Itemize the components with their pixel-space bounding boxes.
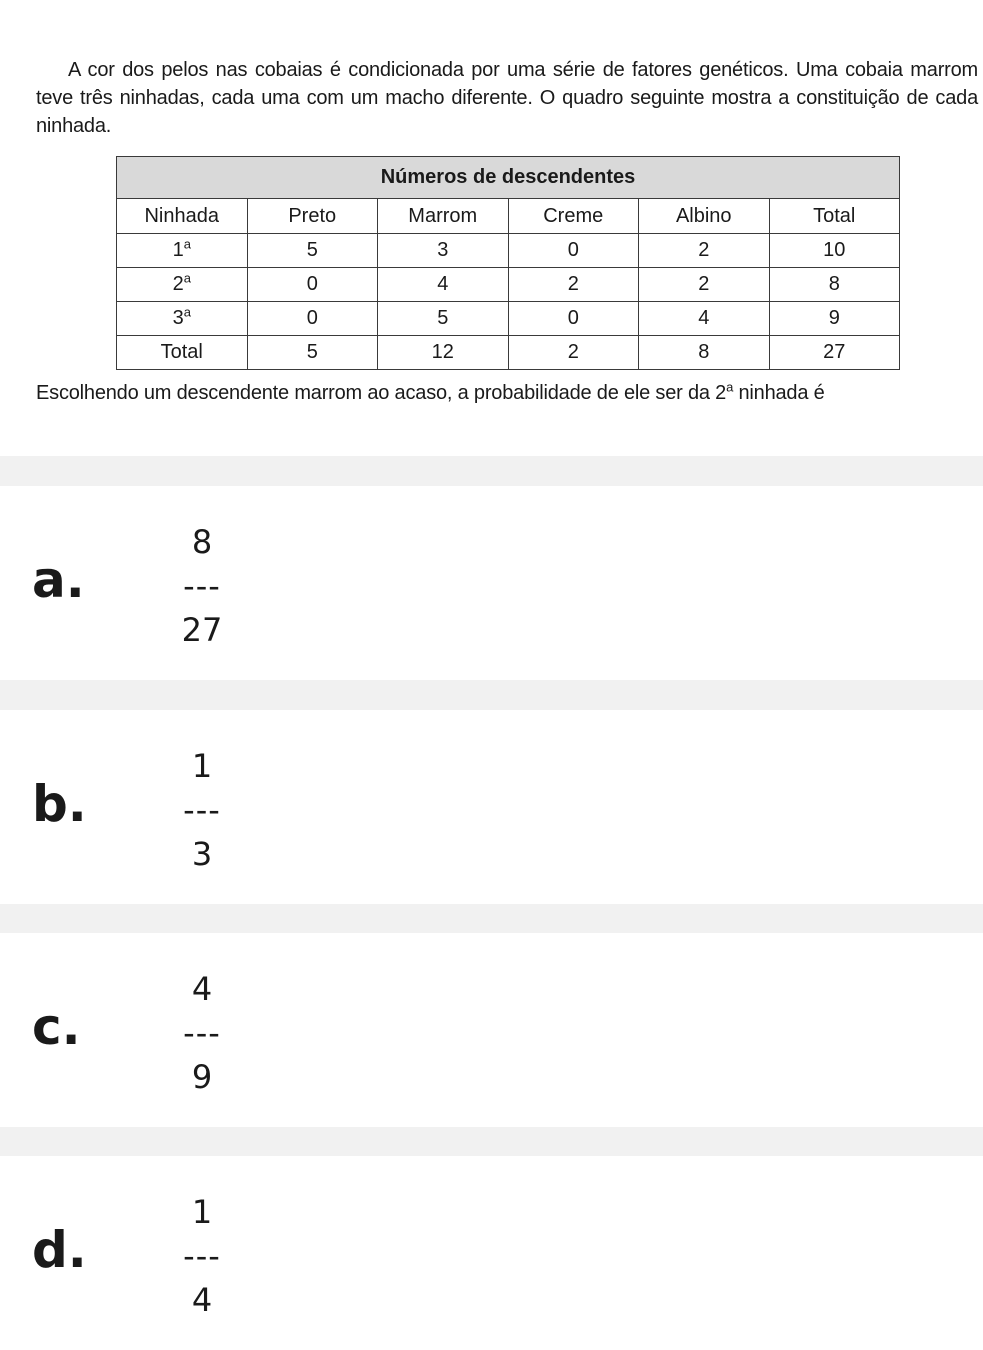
question-panel [0,0,983,456]
table-cell: 4 [378,268,509,302]
table-cell: 0 [247,268,378,302]
table-cell: 0 [247,302,378,336]
table-header-row [117,199,900,234]
total-label: Total [117,336,248,370]
question-text: A cor dos pelos nas cobaias é condicionada por uma série de fatores genéticos. Uma cobaia marrom teve três ninhadas, cada uma com um macho diferente. O quadro seguinte mostra a constituição de cada ninhada. [36,59,978,137]
question-prompt [36,379,825,405]
table-cell: 2 [639,234,770,268]
denominator: 9 [191,1058,213,1096]
denominator: 27 [181,611,223,649]
table-cell: 2 [508,268,639,302]
table-row [117,234,900,268]
table-total-row [117,336,900,370]
numerator: 1 [191,1193,213,1231]
litter-number: 3 [172,307,184,329]
table-cell: 8 [769,268,900,302]
numerator: 1 [191,747,213,785]
table-cell: 3 [378,234,509,268]
table-row [117,268,900,302]
column-header: Creme [508,199,639,234]
litter-number: 2 [172,273,184,295]
column-header: Marrom [378,199,509,234]
option-letter: d. [32,1221,87,1279]
fraction-bar: --- [183,1014,221,1052]
prompt-ordinal-sup: a [726,379,734,395]
table-cell: 5 [378,302,509,336]
table-cell: 27 [769,336,900,370]
prompt-end: ninhada é [733,382,825,404]
denominator: 3 [191,835,213,873]
fraction-bar: --- [183,791,221,829]
column-header: Albino [639,199,770,234]
table-cell: 0 [508,234,639,268]
separator [0,1127,983,1157]
descendants-table [116,156,900,370]
fraction [170,744,234,876]
fraction-bar: --- [183,1237,221,1275]
table-cell: 2 [639,268,770,302]
table-cell: 12 [378,336,509,370]
table-cell: 4 [639,302,770,336]
table-caption: Números de descendentes [117,157,900,199]
option-b[interactable] [0,710,983,904]
column-header: Preto [247,199,378,234]
option-letter: c. [32,998,81,1056]
prompt-start: Escolhendo um descendente marrom ao acaso, a probabilidade de ele ser da [36,382,716,404]
table-cell: 8 [639,336,770,370]
litter-number: 1 [172,239,184,261]
litter-cell [117,302,248,336]
litter-cell [117,268,248,302]
option-a[interactable] [0,486,983,680]
option-c[interactable] [0,933,983,1127]
column-header: Total [769,199,900,234]
denominator: 4 [191,1281,213,1319]
option-d[interactable] [0,1156,983,1350]
option-letter: a. [32,551,85,609]
table-cell: 5 [247,234,378,268]
numerator: 8 [191,523,213,561]
table-row [117,302,900,336]
table-cell: 10 [769,234,900,268]
fraction [170,520,234,652]
numerator: 4 [191,970,213,1008]
litter-cell [117,234,248,268]
ordinal-sup: a [183,270,191,286]
separator [0,904,983,934]
fraction [170,967,234,1099]
column-header: Ninhada [117,199,248,234]
separator [0,456,983,486]
prompt-number: 2 [715,382,727,404]
separator [0,680,983,710]
table-cell: 0 [508,302,639,336]
option-letter: b. [32,775,87,833]
table-cell: 5 [247,336,378,370]
table-cell: 2 [508,336,639,370]
ordinal-sup: a [183,304,191,320]
fraction [170,1190,234,1322]
fraction-bar: --- [183,567,221,605]
table-cell: 9 [769,302,900,336]
ordinal-sup: a [183,236,191,252]
